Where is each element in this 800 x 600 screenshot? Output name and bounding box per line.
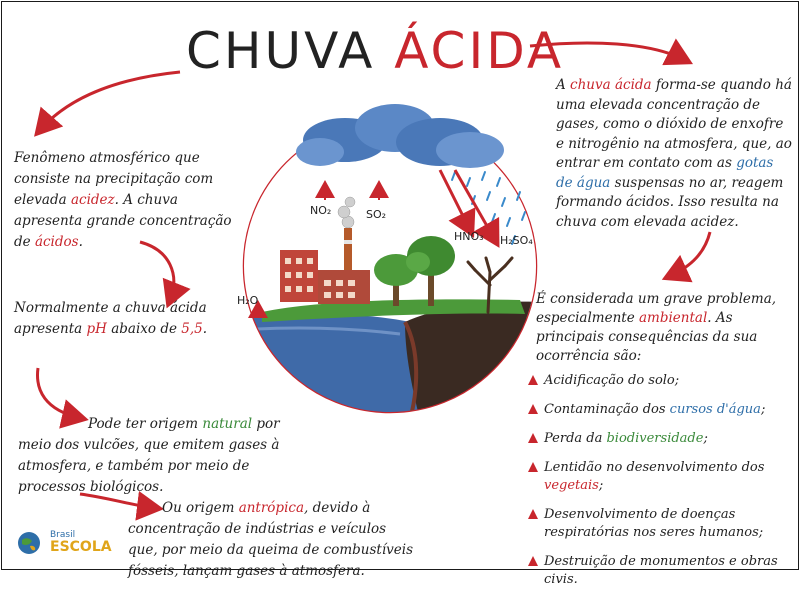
highlight-ph: pH (86, 321, 107, 337)
triangle-bullet-icon (528, 509, 538, 519)
consequence-text: Destruição de monumentos e obras civis. (544, 554, 778, 587)
consequence-text: Lentidão no desenvolvimento dos (544, 460, 765, 475)
list-item (528, 553, 796, 589)
definition-text-b: . A chuva apresenta grande concentração de (14, 192, 232, 250)
ph-text-b: abaixo de (106, 321, 182, 337)
consequence-text-end: ; (760, 402, 766, 417)
logo-escola-text: ESCOLA (50, 539, 112, 555)
list-item (528, 506, 796, 542)
label-hno3: HNO₃ (454, 230, 484, 243)
highlight-vegetais: vegetais (544, 478, 599, 493)
label-h2o: H₂O (237, 294, 259, 307)
arrow-title-left (40, 72, 180, 130)
consequence-text: Perda da (544, 431, 607, 446)
list-item (528, 401, 796, 419)
triangle-bullet-icon (528, 556, 538, 566)
formation-text (556, 76, 792, 232)
arrow-right-top-to-mid (670, 232, 710, 276)
list-item (528, 459, 796, 495)
highlight-gotas: gotas de água (556, 155, 774, 191)
brasil-escola-logo (16, 530, 112, 556)
highlight-ph-value: 5,5 (181, 321, 203, 337)
highlight-natural: natural (202, 416, 253, 432)
definition-text-a: Fenômeno atmosférico que consiste na precipitação com elevada (14, 150, 214, 208)
title-part1: CHUVA (186, 22, 376, 80)
natural-origin-text (18, 414, 288, 498)
antropica-text-a: Ou origem (162, 500, 239, 516)
highlight-acidez: acidez (70, 192, 115, 208)
page-title (186, 22, 564, 80)
highlight-cursos-dagua: cursos d'água (669, 402, 761, 417)
problem-text-b: . As principais consequências da sua ocorrência são: (536, 310, 758, 364)
definition-text (14, 148, 244, 253)
highlight-acidos: ácidos (34, 234, 79, 250)
label-h2so4: H₂SO₄ (500, 234, 533, 247)
list-item (528, 372, 796, 390)
formation-text-a: A (556, 77, 571, 93)
label-so2: SO₂ (366, 208, 387, 221)
consequence-text: Desenvolvimento de doenças respiratórias nos seres humanos; (544, 507, 764, 540)
logo-brasil-text: Brasil (50, 530, 76, 540)
problem-text-a: É considerada um grave problema, especialmente (536, 291, 777, 326)
highlight-biodiversidade: biodiversidade (606, 431, 704, 446)
highlight-antropica: antrópica (238, 500, 305, 516)
consequence-text-end: ; (598, 478, 604, 493)
problem-text (536, 290, 786, 366)
consequences-list (528, 372, 796, 600)
ph-text-a: Normalmente a chuva ácida apresenta (14, 300, 207, 337)
title-part2: ÁCIDA (394, 22, 565, 80)
triangle-bullet-icon (528, 433, 538, 443)
definition-text-c: . (78, 234, 83, 250)
natural-text-b: por meio dos vulcões, que emitem gases à atmosfera, e também por meio de processos biológicos. (18, 416, 280, 495)
triangle-bullet-icon (528, 404, 538, 414)
list-item (528, 430, 796, 448)
formation-text-c: suspensas no ar, reagem formando ácidos. Isso resulta na chuva com elevada acidez. (556, 174, 784, 230)
label-no2: NO₂ (310, 204, 332, 217)
ph-text (14, 298, 214, 340)
triangle-bullet-icon (528, 462, 538, 472)
antropica-text-b: , devido à concentração de indústrias e veículos que, por meio da queima de combustíveis fósseis, lançam gases à atmosfera. (128, 500, 413, 579)
ph-text-c: . (202, 321, 208, 337)
formation-text-b: forma-se quando há uma elevada concentração de gases, como o dióxido de enxofre e nitrogênio na atmosfera, que, ao entrar em contato com as (556, 77, 792, 171)
natural-text-a: Pode ter origem (88, 416, 203, 432)
highlight-chuva-acida: chuva ácida (570, 77, 652, 93)
antropica-origin-text (128, 498, 418, 582)
arrow-left-mid-to-natural (37, 368, 80, 418)
consequence-text-end: ; (703, 431, 708, 446)
triangle-bullet-icon (528, 375, 538, 385)
consequence-text: Contaminação dos (544, 402, 670, 417)
highlight-ambiental: ambiental (638, 310, 708, 326)
consequence-text: Acidificação do solo; (544, 373, 680, 388)
globe-logo-icon (16, 530, 46, 556)
